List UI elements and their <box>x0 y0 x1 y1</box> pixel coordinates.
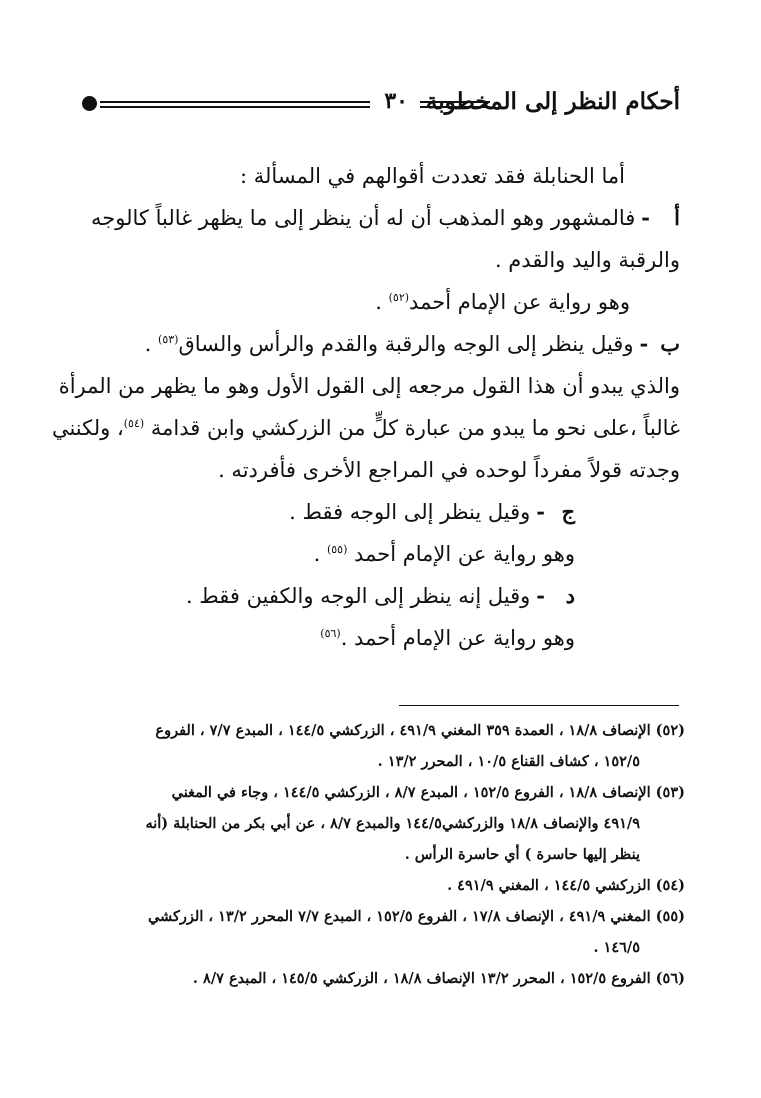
footnote-55-line1: (٥٥) المغني ٤٩١/٩ ، الإنصاف ١٧/٨ ، الفروع ١٥٢/٥ ، المبدع ٧/٧ المحرر ١٣/٢ ، الزركشي <box>147 908 685 925</box>
footnote-55-line2: ١٤٦/٥ . <box>593 939 640 956</box>
item-d-ref-text: وهو رواية عن الإمام أحمد . <box>340 626 575 650</box>
item-b-text: وقيل ينظر إلى الوجه والرقبة والقدم والرأس والساق <box>178 332 634 356</box>
para-line2 <box>51 407 680 449</box>
item-a-ref-end: . <box>375 290 389 314</box>
item-d-line: د-وقيل إنه ينظر إلى الوجه والكفين فقط . <box>85 575 680 617</box>
item-c-marker: ج <box>561 499 575 524</box>
footnote-52-line2: ١٥٢/٥ ، كشاف القناع ١٠/٥ ، المحرر ١٣/٢ . <box>377 753 640 770</box>
item-d-text: وقيل إنه ينظر إلى الوجه والكفين فقط . <box>185 584 531 608</box>
footnote-ref-54: (٥٤) <box>123 417 145 430</box>
item-a-reference <box>85 281 680 323</box>
para-line3: وجدته قولاً مفرداً لوحده في المراجع الأخرى فأفردته . <box>218 458 680 482</box>
footnote-ref-52: (٥٢) <box>388 291 410 304</box>
item-b-marker: ب <box>660 331 680 356</box>
page-number: ٣٠ <box>384 88 408 114</box>
footnote-52-line1: (٥٢) الإنصاف ١٨/٨ ، العمدة ٣٥٩ المغني ٤٩١/٩ ، الزركشي ١٤٤/٥ ، المبدع ٧/٧ ، الفروع <box>155 722 685 739</box>
footnote-ref-53: (٥٣) <box>158 333 179 346</box>
footnote-53-line3: ينظر إليها حاسرة ) أي حاسرة الرأس . <box>404 846 640 863</box>
header-rule <box>420 101 490 108</box>
item-b-line: ب-وقيل ينظر إلى الوجه والرقبة والقدم والرأس والساق$^{(٥٣)}$ . <box>85 323 680 365</box>
item-a-ref-text: وهو رواية عن الإمام أحمد <box>409 290 630 314</box>
running-header <box>80 88 680 124</box>
header-rule-long <box>100 101 370 108</box>
footnote-54-line1: (٥٤) الزركشي ١٤٤/٥ ، المغني ٤٩١/٩ . <box>447 877 685 894</box>
header-title: أحكام النظر إلى المخطوبة <box>425 88 680 115</box>
footnote-53-line1: (٥٣) الإنصاف ١٨/٨ ، الفروع ١٥٢/٥ ، المبدع ٨/٧ ، الزركشي ١٤٤/٥ ، وجاء في المغني <box>171 784 685 801</box>
main-text <box>51 155 680 659</box>
item-c-ref-end: . <box>313 542 327 566</box>
header-dot-ornament <box>82 96 97 111</box>
item-a-line1: أ-فالمشهور وهو المذهب أن له أن ينظر إلى ما يظهر غالباً كالوجه <box>85 197 680 239</box>
para-line1: والذي يبدو أن هذا القول مرجعه إلى القول الأول وهو ما يظهر من المرأة <box>58 374 680 398</box>
item-b-end: . <box>144 332 159 356</box>
item-a-marker: أ <box>674 205 680 230</box>
item-a-text: فالمشهور وهو المذهب أن له أن ينظر إلى ما يظهر غالباً كالوجه <box>91 206 636 230</box>
footnote-ref-55: (٥٥) <box>326 543 348 556</box>
footnote-ref-56: (٥٦) <box>320 627 341 640</box>
item-a-line2: والرقبة واليد والقدم . <box>494 248 680 272</box>
para-line2-text: غالباً ،على نحو ما يبدو من عبارة كلٍّ من الزركشي وابن قدامة <box>150 416 680 440</box>
footnote-56-line1: (٥٦) الفروع ١٥٢/٥ ، المحرر ١٣/٢ الإنصاف ١٨/٨ ، الزركشي ١٤٥/٥ ، المبدع ٨/٧ . <box>192 970 685 987</box>
intro-line: أما الحنابلة فقد تعددت أقوالهم في المسألة : <box>240 164 625 188</box>
item-c-text: وقيل ينظر إلى الوجه فقط . <box>289 500 531 524</box>
item-d-reference <box>85 617 680 659</box>
item-c-reference <box>85 533 680 575</box>
footnote-separator <box>399 705 679 706</box>
item-d-marker: د <box>565 583 575 608</box>
footnotes <box>70 715 685 994</box>
item-c-line: ج-وقيل ينظر إلى الوجه فقط . <box>85 491 680 533</box>
footnote-53-line2: ٤٩١/٩ والإنصاف ١٨/٨ والزركشي١٤٤/٥ والمبدع ٨/٧ ، عن أبي بكر من الحنابلة (أنه <box>145 815 640 832</box>
item-c-ref-text: وهو رواية عن الإمام أحمد <box>354 542 575 566</box>
para-line2-end: ، ولكنني <box>51 416 124 440</box>
